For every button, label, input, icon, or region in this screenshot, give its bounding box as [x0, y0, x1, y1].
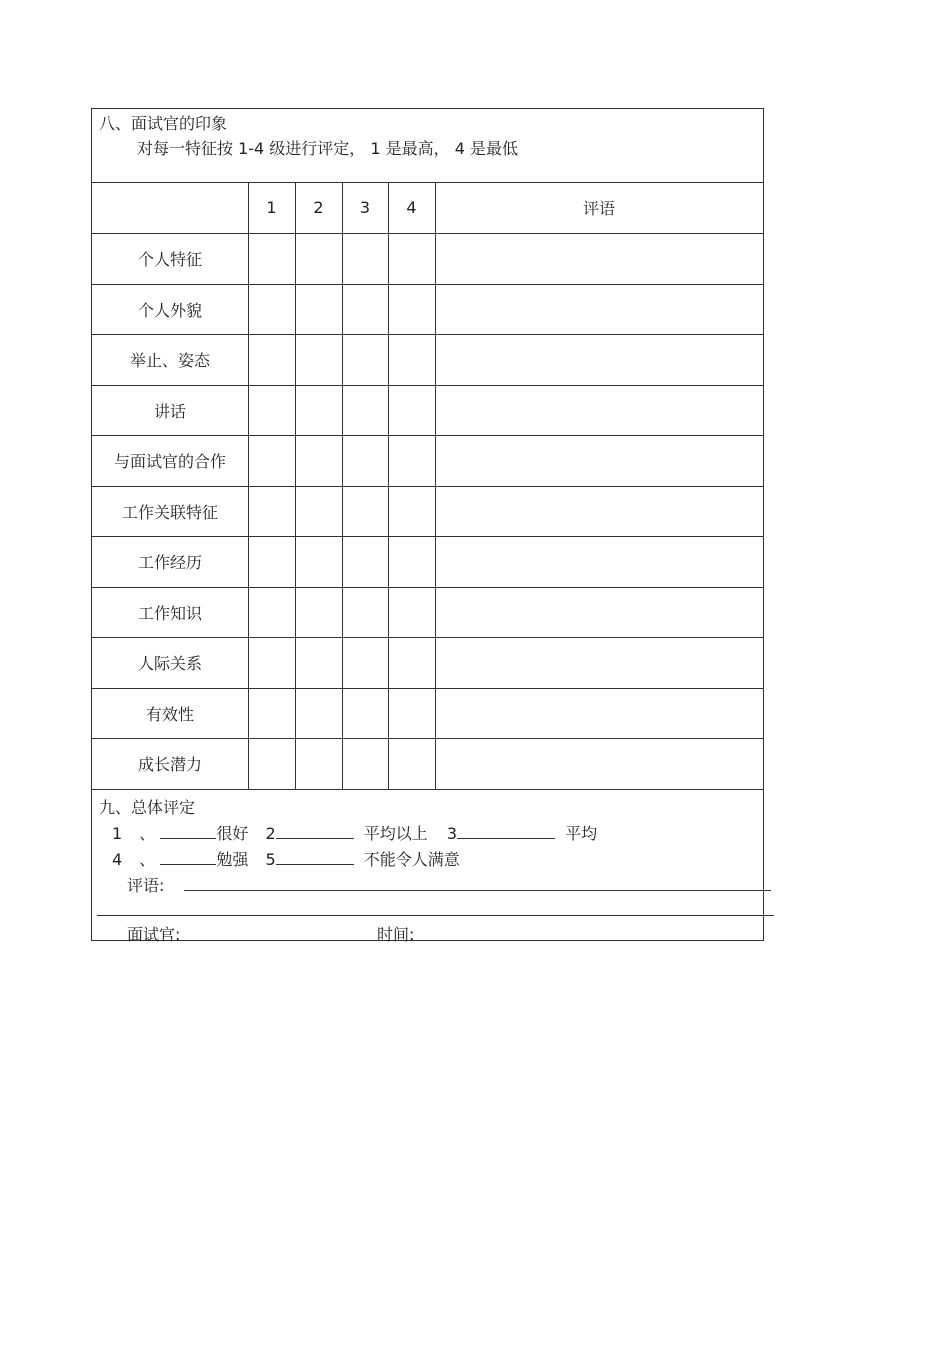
score-cell-3[interactable]	[342, 233, 388, 284]
option-2-number: 2	[265, 824, 276, 843]
comment-cell[interactable]	[435, 233, 763, 284]
option-2-blank[interactable]	[276, 824, 354, 839]
option-4-separator: 、	[139, 850, 156, 869]
score-cell-3[interactable]	[342, 738, 388, 789]
score-cell-2[interactable]	[295, 435, 342, 486]
score-cell-4[interactable]	[388, 284, 435, 334]
comment-cell[interactable]	[435, 284, 763, 334]
option-3-blank[interactable]	[457, 824, 555, 839]
option-5-label: 不能令人满意	[363, 850, 460, 869]
option-2-label: 平均以上	[363, 824, 428, 843]
comment-line-2[interactable]	[97, 915, 774, 916]
option-1-separator: 、	[139, 824, 156, 843]
option-5-blank[interactable]	[276, 850, 354, 865]
trait-label: 工作知识	[137, 603, 202, 623]
score-cell-3[interactable]	[342, 334, 388, 385]
option-3-number: 3	[446, 824, 458, 843]
score-cell-3[interactable]	[342, 435, 388, 486]
score-cell-1[interactable]	[248, 334, 295, 385]
trait-label: 举止、姿态	[129, 351, 210, 370]
option-3-label: 平均	[565, 824, 598, 843]
score-cell-2[interactable]	[295, 688, 342, 738]
score-cell-1[interactable]	[248, 637, 295, 688]
section9-title: 九、总体评定	[99, 798, 196, 817]
score-cell-3[interactable]	[342, 688, 388, 738]
score-cell-1[interactable]	[248, 738, 295, 789]
section8-header	[92, 109, 763, 183]
column-header-comment: 评语	[582, 199, 615, 218]
score-cell-4[interactable]	[388, 233, 435, 284]
score-cell-4[interactable]	[388, 334, 435, 385]
score-cell-2[interactable]	[295, 385, 342, 435]
score-cell-3[interactable]	[342, 385, 388, 435]
score-cell-2[interactable]	[295, 738, 342, 789]
column-header-score-3: 3	[359, 198, 371, 217]
score-cell-4[interactable]	[388, 688, 435, 738]
score-cell-3[interactable]	[342, 637, 388, 688]
score-cell-2[interactable]	[295, 536, 342, 587]
score-cell-1[interactable]	[248, 435, 295, 486]
trait-label: 有效性	[145, 704, 194, 724]
score-cell-2[interactable]	[295, 486, 342, 536]
option-1-number: 1	[112, 824, 123, 843]
score-cell-3[interactable]	[342, 536, 388, 587]
interviewer-label: 面试官:	[127, 925, 181, 944]
column-header-score-4: 4	[406, 198, 417, 217]
score-cell-3[interactable]	[342, 587, 388, 637]
trait-label: 工作经历	[137, 553, 202, 572]
trait-label: 与面试官的合作	[113, 452, 226, 471]
score-cell-4[interactable]	[388, 536, 435, 587]
score-cell-2[interactable]	[295, 284, 342, 334]
score-cell-1[interactable]	[248, 536, 295, 587]
score-cell-1[interactable]	[248, 486, 295, 536]
trait-label: 人际关系	[137, 654, 202, 673]
comment-cell[interactable]	[435, 738, 763, 789]
score-cell-2[interactable]	[295, 334, 342, 385]
trait-label: 个人外貌	[137, 300, 202, 320]
score-cell-4[interactable]	[388, 435, 435, 486]
score-cell-1[interactable]	[248, 284, 295, 334]
trait-label: 工作关联特征	[121, 502, 218, 522]
comment-cell[interactable]	[435, 587, 763, 637]
section9-overall-rating	[92, 789, 763, 942]
score-cell-4[interactable]	[388, 738, 435, 789]
score-cell-2[interactable]	[295, 233, 342, 284]
comment-label: 评语:	[127, 876, 165, 895]
comment-cell[interactable]	[435, 334, 763, 385]
rating-table	[92, 182, 763, 789]
column-header-score-1: 1	[266, 198, 277, 217]
trait-label: 个人特征	[137, 250, 202, 269]
score-cell-4[interactable]	[388, 486, 435, 536]
comment-line-1[interactable]	[184, 890, 771, 891]
score-cell-4[interactable]	[388, 587, 435, 637]
score-cell-1[interactable]	[248, 385, 295, 435]
score-cell-1[interactable]	[248, 688, 295, 738]
time-label: 时间:	[377, 925, 415, 944]
option-4-label: 勉强	[216, 850, 249, 869]
comment-cell[interactable]	[435, 486, 763, 536]
comment-cell[interactable]	[435, 435, 763, 486]
score-cell-2[interactable]	[295, 637, 342, 688]
score-cell-3[interactable]	[342, 284, 388, 334]
score-cell-1[interactable]	[248, 233, 295, 284]
rating-options-line-1	[112, 821, 597, 844]
option-4-blank[interactable]	[160, 850, 216, 865]
score-cell-4[interactable]	[388, 385, 435, 435]
trait-label: 讲话	[153, 401, 186, 421]
option-1-blank[interactable]	[160, 824, 216, 839]
score-cell-1[interactable]	[248, 587, 295, 637]
interview-evaluation-form	[91, 108, 764, 944]
comment-cell[interactable]	[435, 637, 763, 688]
option-1-label: 很好	[216, 824, 249, 843]
score-cell-2[interactable]	[295, 587, 342, 637]
comment-cell[interactable]	[435, 536, 763, 587]
trait-label: 成长潜力	[137, 755, 202, 774]
option-5-number: 5	[265, 850, 276, 869]
column-header-score-2: 2	[313, 198, 324, 217]
section8-title: 八、面试官的印象	[99, 114, 228, 133]
score-cell-3[interactable]	[342, 486, 388, 536]
comment-cell[interactable]	[435, 385, 763, 435]
score-cell-4[interactable]	[388, 637, 435, 688]
section8-instruction: 对每一特征按 1-4 级进行评定， 1 是最高， 4 是最低	[137, 139, 519, 158]
rating-options-line-2	[112, 847, 460, 870]
option-4-number: 4	[112, 850, 123, 869]
comment-cell[interactable]	[435, 688, 763, 738]
